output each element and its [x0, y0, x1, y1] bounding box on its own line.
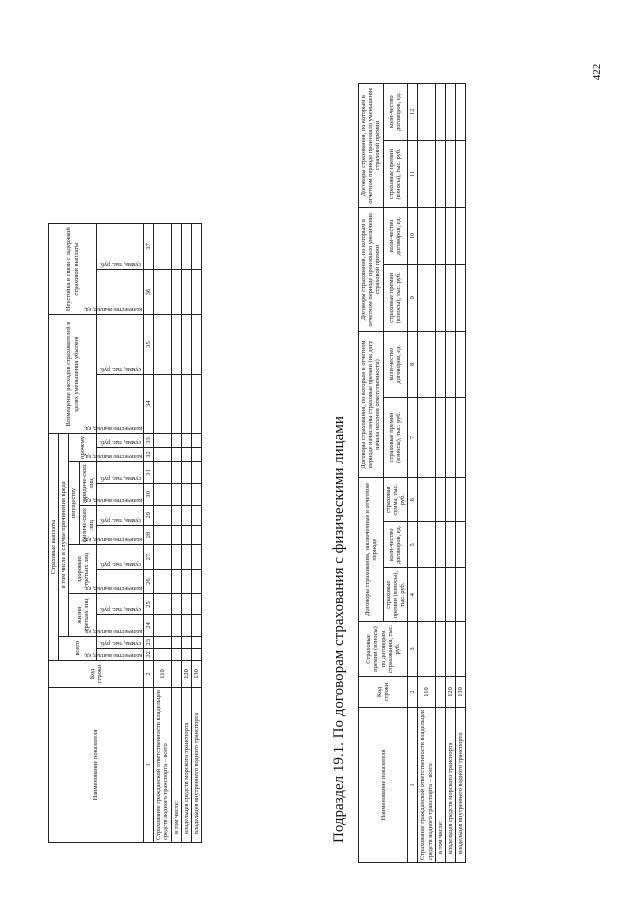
- data-cell: [171, 615, 181, 636]
- row-name: в том числе:: [435, 708, 445, 863]
- header-qty-10: коли-чество договоров, ед.: [383, 208, 408, 264]
- data-cell: [192, 374, 202, 433]
- data-cell: [435, 522, 445, 568]
- header-code-2: Код строки: [359, 677, 408, 708]
- data-cell: [154, 594, 171, 615]
- header-qty-8: коли-чество договоров, ед.: [383, 331, 408, 397]
- column-number: 9: [408, 264, 418, 331]
- data-cell: [446, 568, 456, 622]
- data-cell: [171, 569, 181, 594]
- row-name: в том числе:: [171, 688, 181, 843]
- header-qty-cell: количество выплат, ед.: [97, 648, 144, 660]
- header-qty-cell: количество выплат, ед.: [97, 374, 144, 433]
- data-cell: [456, 397, 466, 478]
- column-number: 1: [408, 708, 418, 863]
- data-cell: [181, 315, 191, 374]
- data-cell: [171, 269, 181, 315]
- data-cell: [192, 269, 202, 315]
- header-qty-cell: количество выплат, ед.: [97, 615, 144, 636]
- table-row: [456, 84, 466, 863]
- data-cell: [435, 84, 445, 141]
- row-code: 120: [446, 677, 456, 708]
- header-phys: физиче-ских лиц: [79, 505, 96, 544]
- header-qty-cell: количество выплат, ед.: [97, 447, 144, 461]
- data-cell: [181, 224, 191, 270]
- data-cell: [192, 224, 202, 270]
- row-name: Страхование гражданской ответственности владельцев средств водного транспорта – всего: [418, 708, 435, 863]
- header-sum-cell: сумма, тыс. руб.: [97, 461, 144, 483]
- data-cell: [192, 483, 202, 505]
- data-cell: [181, 615, 191, 636]
- data-cell: [435, 331, 445, 397]
- subsection-title: Подраздел 19.1. По договорам страхования с физическими лицами: [331, 416, 347, 843]
- column-number: 36: [144, 269, 154, 315]
- data-cell: [181, 594, 191, 615]
- data-cell: [171, 648, 181, 660]
- data-cell: [154, 434, 171, 448]
- data-cell: [171, 505, 181, 525]
- data-cell: [446, 622, 456, 677]
- data-cell: [154, 447, 171, 461]
- header-life: жизни третьих лиц: [69, 594, 97, 636]
- page-number: 422: [591, 63, 603, 81]
- column-number: 31: [144, 461, 154, 483]
- row-name: Страхование гражданской ответственности владельцев средств водного транспорта – всего: [154, 688, 171, 843]
- data-cell: [154, 505, 171, 525]
- data-cell: [171, 315, 181, 374]
- data-cell: [154, 615, 171, 636]
- header-sum-cell: сумма, тыс. руб.: [97, 224, 144, 270]
- column-number: 37: [144, 224, 154, 270]
- column-number: 5: [408, 522, 418, 568]
- data-cell: [446, 397, 456, 478]
- column-number: 3: [408, 622, 418, 677]
- column-number: 11: [408, 140, 418, 208]
- table-row: [418, 84, 435, 863]
- table-row: [435, 84, 445, 863]
- header-qty-5: коли-чество договоров, ед.: [383, 522, 408, 568]
- header-concluded: Договоры страхования, заключенные в отчетном периоде: [359, 478, 384, 622]
- data-cell: [154, 636, 171, 648]
- header-penalty: Неустойка в связи с задержкой страховой выплаты: [49, 224, 97, 315]
- data-cell: [456, 522, 466, 568]
- data-cell: [171, 545, 181, 570]
- data-cell: [418, 522, 435, 568]
- data-cell: [435, 568, 445, 622]
- data-cell: [456, 84, 466, 141]
- data-cell: [192, 447, 202, 461]
- data-cell: [192, 545, 202, 570]
- header-sum-cell: сумма, тыс. руб.: [97, 315, 144, 374]
- header-incl: в том числе в случае причинения вреда: [59, 434, 69, 637]
- data-cell: [154, 374, 171, 433]
- data-cell: [418, 140, 435, 208]
- row-name: владельцев внутреннего водного транспорта: [192, 688, 202, 843]
- data-cell: [435, 397, 445, 478]
- column-number: 25: [144, 594, 154, 615]
- header-increase: Договоры страхования, по которым в отчетном периоде произошло увеличение страховой премии: [359, 208, 384, 332]
- header-name-2: Наименование показателя: [359, 708, 408, 863]
- data-cell: [192, 525, 202, 545]
- data-cell: [446, 264, 456, 331]
- header-legal: юридиче-ских лиц: [79, 461, 96, 505]
- data-cell: [181, 636, 191, 648]
- header-prem-4: страховые премии (взносы), тыс. руб.: [383, 568, 408, 622]
- column-number: 33: [144, 434, 154, 448]
- data-cell: [435, 208, 445, 264]
- data-cell: [435, 478, 445, 522]
- data-cell: [435, 140, 445, 208]
- column-number: 28: [144, 525, 154, 545]
- data-cell: [418, 568, 435, 622]
- data-cell: [418, 331, 435, 397]
- data-cell: [446, 84, 456, 141]
- data-cell: [154, 525, 171, 545]
- header-sum-cell: сумма, тыс. руб.: [97, 505, 144, 525]
- row-code: [435, 677, 445, 708]
- data-cell: [192, 315, 202, 374]
- data-cell: [446, 478, 456, 522]
- data-cell: [181, 505, 191, 525]
- data-cell: [171, 434, 181, 448]
- data-cell: [192, 505, 202, 525]
- header-sum-cell: сумма, тыс. руб.: [97, 545, 144, 570]
- data-cell: [456, 140, 466, 208]
- data-cell: [446, 208, 456, 264]
- header-sum-cell: сумма, тыс. руб.: [97, 594, 144, 615]
- data-cell: [154, 315, 171, 374]
- column-number: 26: [144, 569, 154, 594]
- table-row: [192, 224, 202, 843]
- header-prem-9: страховые премии (взносы), тыс. руб.: [383, 264, 408, 331]
- data-cell: [181, 483, 191, 505]
- data-cell: [171, 636, 181, 648]
- column-number: 30: [144, 483, 154, 505]
- data-cell: [181, 374, 191, 433]
- data-cell: [171, 525, 181, 545]
- data-cell: [192, 434, 202, 448]
- header-health: здоровью третьих лиц: [69, 545, 97, 594]
- data-cell: [171, 594, 181, 615]
- header-reimbursement: Возмещение расходов страхователей в целях уменьшения убытков: [49, 315, 97, 434]
- header-premiums: Страховые премии (взносы) по договорам страхования, тыс. руб.: [359, 622, 408, 677]
- column-number: 32: [144, 447, 154, 461]
- data-cell: [446, 140, 456, 208]
- data-cell: [192, 569, 202, 594]
- header-qty-12: коли-чество договоров, ед.: [383, 84, 408, 141]
- header-prem-11: страховые премии (взносы), тыс. руб.: [383, 140, 408, 208]
- row-code: 110: [154, 661, 171, 688]
- data-cell: [456, 331, 466, 397]
- data-cell: [181, 648, 191, 660]
- data-cell: [181, 269, 191, 315]
- row-name: владельцев средств морского транспорта: [446, 708, 456, 863]
- column-number: 34: [144, 374, 154, 433]
- column-number: 10: [408, 208, 418, 264]
- data-cell: [456, 208, 466, 264]
- data-cell: [154, 224, 171, 270]
- data-cell: [418, 264, 435, 331]
- table-row: [181, 224, 191, 843]
- header-qty-cell: количество выплат, ед.: [97, 569, 144, 594]
- data-cell: [435, 264, 445, 331]
- contracts-table: [358, 83, 466, 863]
- header-qty-cell: количество выплат, ед.: [97, 269, 144, 315]
- header-prem-7: страховые премии (взносы), тыс. руб.: [383, 397, 408, 478]
- data-cell: [171, 483, 181, 505]
- header-total: всего: [59, 636, 97, 660]
- table-row: [154, 224, 171, 843]
- row-code: 130: [456, 677, 466, 708]
- column-number: 8: [408, 331, 418, 397]
- rotated-form: [40, 31, 600, 873]
- column-number: 12: [408, 84, 418, 141]
- data-cell: [154, 269, 171, 315]
- data-cell: [181, 447, 191, 461]
- header-sum-cell: сумма, тыс. руб.: [97, 434, 144, 448]
- data-cell: [456, 568, 466, 622]
- column-number: 4: [408, 568, 418, 622]
- header-name: Наименование показателя: [49, 688, 144, 843]
- header-qty-cell: количество выплат, ед.: [97, 483, 144, 505]
- data-cell: [192, 594, 202, 615]
- data-cell: [181, 569, 191, 594]
- header-property: имуществу: [69, 461, 79, 544]
- data-cell: [171, 447, 181, 461]
- header-accrued: Договоры страхования, по которым в отчетном периоде начислены страховые премии (на дату начала несения ответственности): [359, 331, 384, 477]
- data-cell: [154, 648, 171, 660]
- row-code: 130: [192, 661, 202, 688]
- column-number: 24: [144, 615, 154, 636]
- data-cell: [435, 622, 445, 677]
- header-payouts: Страховые выплаты: [49, 434, 59, 661]
- data-cell: [446, 522, 456, 568]
- row-code: [171, 661, 181, 688]
- data-cell: [154, 483, 171, 505]
- data-cell: [192, 636, 202, 648]
- column-number: 35: [144, 315, 154, 374]
- data-cell: [181, 461, 191, 483]
- header-decrease: Договоры страхования, по которым в отчетном периоде произошло уменьшение страховой премии: [359, 84, 384, 208]
- data-cell: [181, 434, 191, 448]
- data-cell: [192, 461, 202, 483]
- data-cell: [456, 264, 466, 331]
- data-cell: [171, 461, 181, 483]
- header-code: Код строки: [49, 661, 144, 688]
- row-code: 110: [418, 677, 435, 708]
- column-number: 27: [144, 545, 154, 570]
- data-cell: [418, 397, 435, 478]
- row-code: 120: [181, 661, 191, 688]
- row-name: владельцев внутреннего водного транспорта: [456, 708, 466, 863]
- header-qty-cell: количество выплат, ед.: [97, 525, 144, 545]
- column-number: 7: [408, 397, 418, 478]
- data-cell: [192, 648, 202, 660]
- data-cell: [418, 478, 435, 522]
- data-cell: [456, 478, 466, 522]
- data-cell: [418, 208, 435, 264]
- row-name: владельцев средств морского транспорта: [181, 688, 191, 843]
- data-cell: [181, 545, 191, 570]
- column-number: 22: [144, 648, 154, 660]
- column-number: 2: [144, 661, 154, 688]
- payouts-table: [48, 223, 202, 843]
- column-number: 2: [408, 677, 418, 708]
- data-cell: [171, 374, 181, 433]
- data-cell: [456, 622, 466, 677]
- data-cell: [154, 461, 171, 483]
- table-row: [446, 84, 456, 863]
- data-cell: [154, 545, 171, 570]
- header-sum-cell: сумма, тыс. руб.: [97, 636, 144, 648]
- column-number: 1: [144, 688, 154, 843]
- data-cell: [181, 525, 191, 545]
- data-cell: [154, 569, 171, 594]
- column-number: 6: [408, 478, 418, 522]
- header-other: прочему: [69, 434, 97, 462]
- data-cell: [192, 615, 202, 636]
- column-number: 23: [144, 636, 154, 648]
- data-cell: [171, 224, 181, 270]
- data-cell: [418, 84, 435, 141]
- data-cell: [446, 331, 456, 397]
- column-number: 29: [144, 505, 154, 525]
- header-sum-6: страховая сумма, тыс. руб.: [383, 478, 408, 522]
- table-row: [171, 224, 181, 843]
- data-cell: [418, 622, 435, 677]
